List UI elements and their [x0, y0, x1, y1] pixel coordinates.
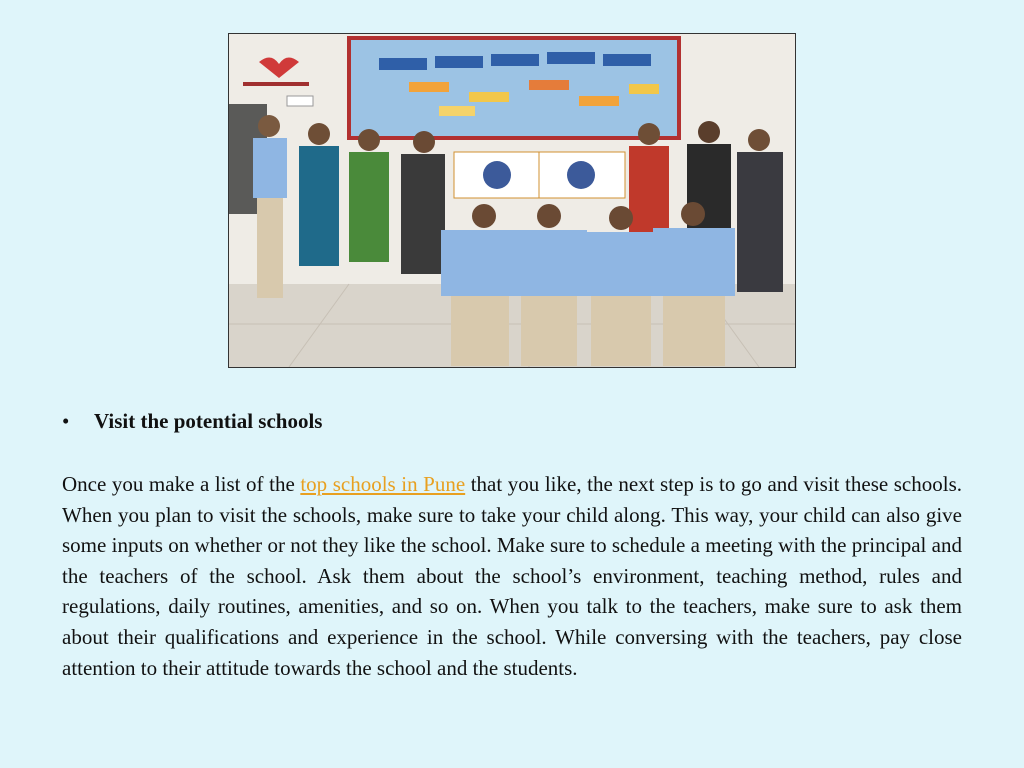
body-paragraph	[62, 469, 962, 683]
paragraph-text-before-link: Once you make a list of the	[62, 472, 301, 496]
photo-illustration	[229, 34, 795, 367]
section-heading: Visit the potential schools	[94, 409, 323, 433]
top-schools-link[interactable]: top schools in Pune	[300, 472, 466, 496]
bullet-point: •	[62, 409, 70, 433]
school-group-photo	[228, 33, 796, 368]
display-board	[349, 38, 679, 138]
section-heading-row	[62, 409, 322, 434]
paragraph-text-after-link: that you like, the next step is to go and visit these schools. When you plan to visit the schools, make sure to take your child along. This way, your child can also give some inputs on whether or not they like the school. Make sure to schedule a meeting with the principal and the teachers of the school. Ask them about the school’s environment, teaching method, rules and regulations, daily routines, amenities, and so on. When you talk to the teachers, make sure to ask them about their qualifications and experience in the school. While conversing with the teachers, pay close attention to their attitude towards the school and the students.	[62, 472, 963, 680]
